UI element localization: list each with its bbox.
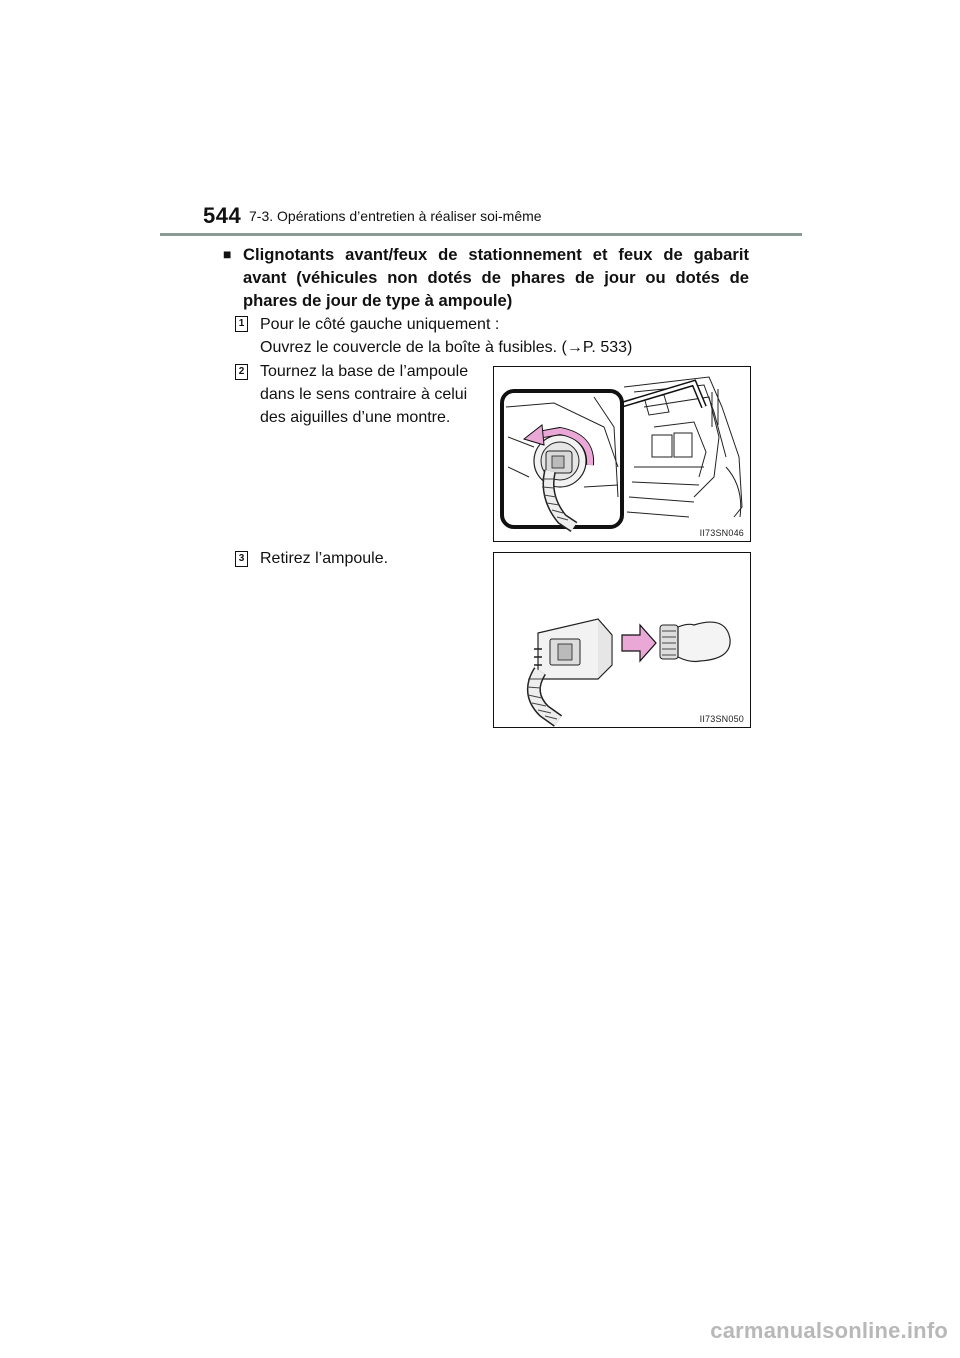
step-3-text xyxy=(260,547,388,570)
step-2-line-2: dans le sens contraire à celui xyxy=(260,386,468,403)
step-2-line-1: Tournez la base de l’ampoule xyxy=(260,363,469,380)
step-2-line-3: des aiguilles d’une montre. xyxy=(260,409,451,426)
watermark: carmanualsonline.info xyxy=(710,1318,948,1343)
step-2-text xyxy=(260,360,468,429)
figure-code: II73SN046 xyxy=(699,528,744,538)
figure-turn-bulb-base xyxy=(493,366,751,542)
step-3-line-1: Retirez l’ampoule. xyxy=(260,550,389,567)
section-title: 7-3. Opérations d’entretien à réaliser soi-même xyxy=(249,208,542,224)
bulb-removal-illustration xyxy=(494,553,750,727)
step-number-3: 3 xyxy=(235,551,248,567)
figure-remove-bulb xyxy=(493,552,751,728)
step-1-text xyxy=(260,313,632,359)
figure-code: II73SN050 xyxy=(699,714,744,724)
procedure-heading xyxy=(223,243,749,312)
procedure-heading-text: Clignotants avant/feux de stationnement et feux de gabarit avant (véhicules non dotés de phares de jour ou dotés de phares de jour de type à ampoule) xyxy=(243,245,749,310)
square-bullet-icon: ■ xyxy=(223,246,232,262)
step-number-2: 2 xyxy=(235,364,248,380)
page-number: 544 xyxy=(203,203,242,228)
headlight-illustration xyxy=(494,367,750,541)
step-number-1: 1 xyxy=(235,316,248,332)
header-divider xyxy=(160,233,802,236)
step-1-line-1: Pour le côté gauche uniquement : xyxy=(260,316,500,333)
step-1-line-2: Ouvrez le couvercle de la boîte à fusibles. (→P. 533) xyxy=(260,339,633,356)
